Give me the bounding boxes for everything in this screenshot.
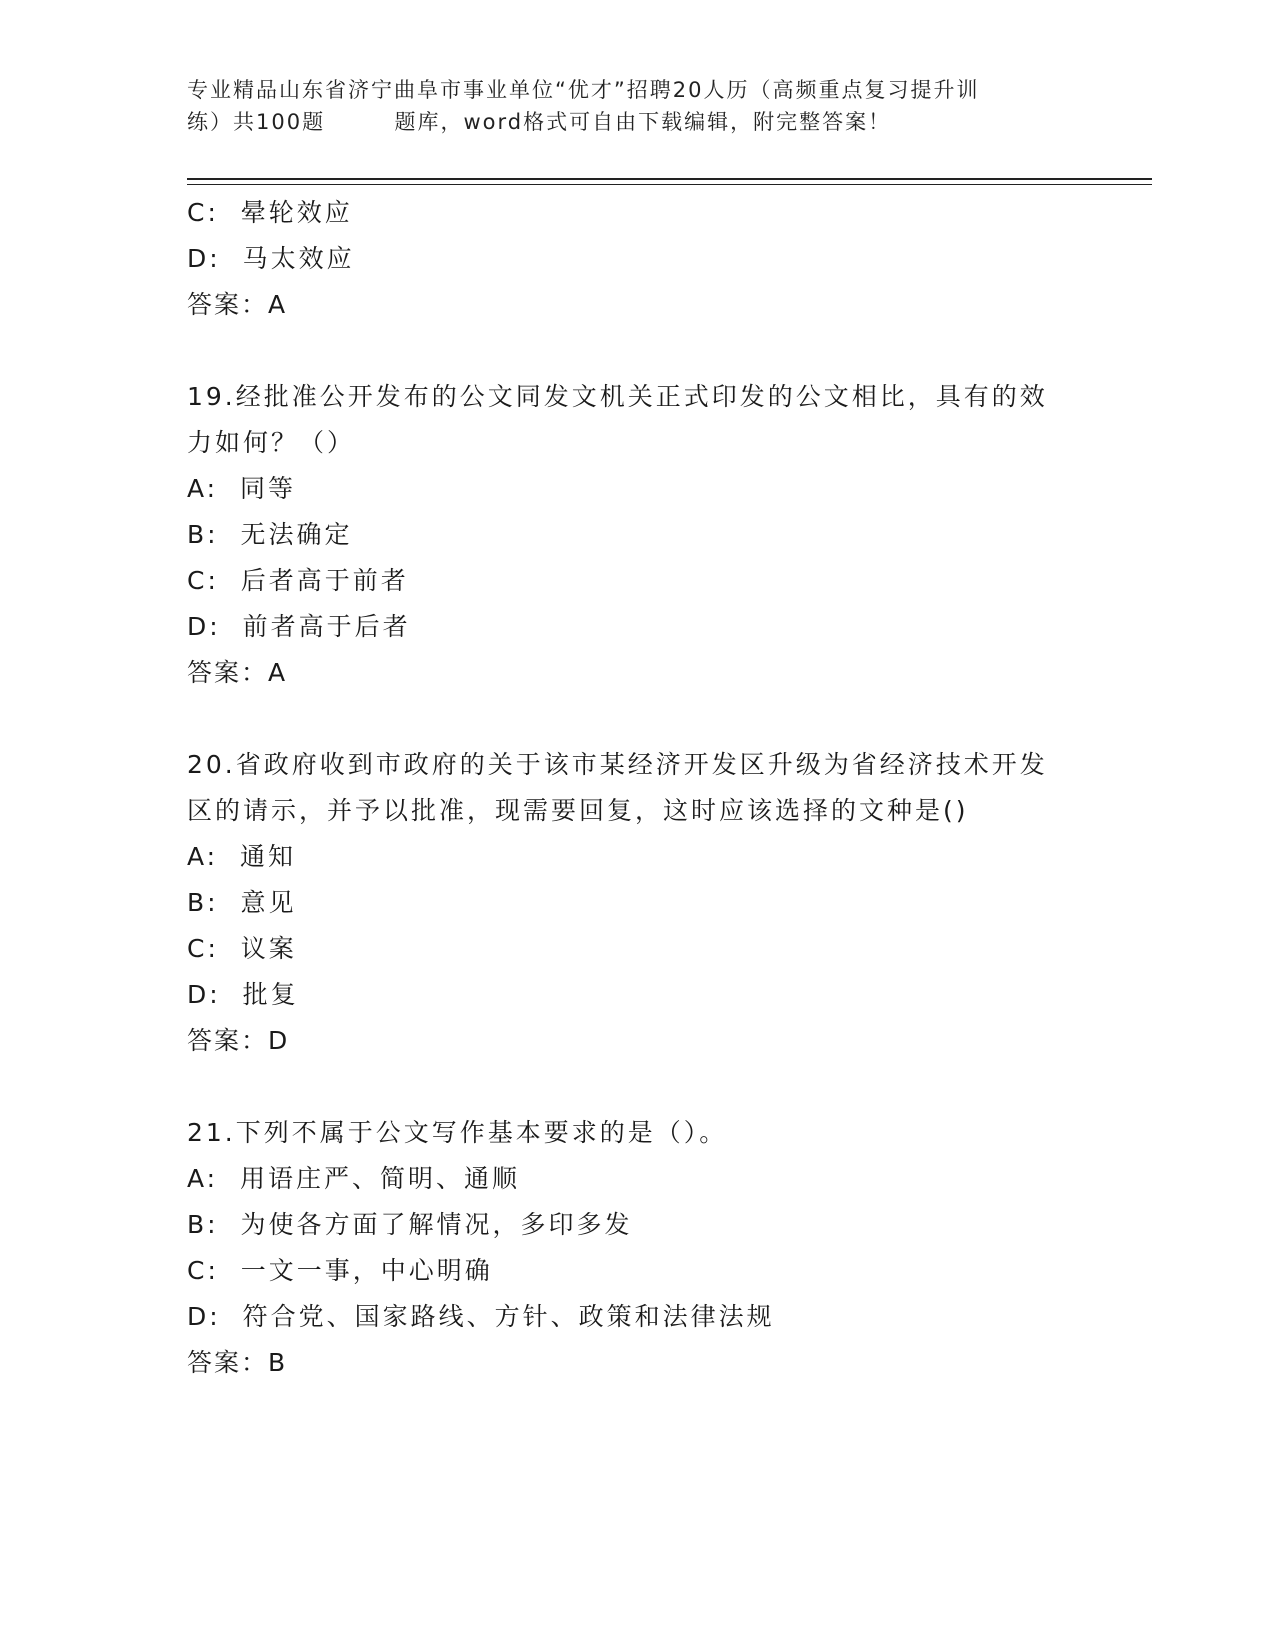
answer-label: 答案：A (187, 658, 288, 687)
question-stem-cont: 力如何？（） (187, 428, 356, 457)
question-content (187, 190, 1087, 1386)
option-c: C: 议案 (187, 934, 297, 963)
question-21 (187, 1110, 1087, 1386)
question-19 (187, 374, 1087, 696)
option-b: B: 意见 (187, 888, 297, 917)
option-a: A: 通知 (187, 842, 296, 871)
option-b: B: 为使各方面了解情况，多印多发 (187, 1210, 633, 1239)
question-18-tail (187, 190, 1087, 328)
page-header (187, 74, 1087, 138)
option-d: D: 批复 (187, 980, 299, 1009)
header-divider-thin (187, 184, 1152, 185)
option-d: D: 前者高于后者 (187, 612, 411, 641)
option-a: A: 用语庄严、简明、通顺 (187, 1164, 520, 1193)
spacer (187, 1064, 1087, 1110)
header-title-line-2: 练）共100题 题库，word格式可自由下载编辑，附完整答案！ (187, 110, 892, 134)
option-c: C: 一文一事，中心明确 (187, 1256, 493, 1285)
option-a: A: 同等 (187, 474, 296, 503)
question-stem: 19.经批准公开发布的公文同发文机关正式印发的公文相比，具有的效 (187, 382, 1048, 411)
option-c: C: 晕轮效应 (187, 198, 353, 227)
answer-label: 答案：B (187, 1348, 288, 1377)
option-d: D: 符合党、国家路线、方针、政策和法律法规 (187, 1302, 775, 1331)
answer-label: 答案：A (187, 290, 288, 319)
question-stem: 20.省政府收到市政府的关于该市某经济开发区升级为省经济技术开发 (187, 750, 1048, 779)
spacer (187, 328, 1087, 374)
answer-label: 答案：D (187, 1026, 290, 1055)
option-c: C: 后者高于前者 (187, 566, 409, 595)
header-title-line-1: 专业精品山东省济宁曲阜市事业单位“优才”招聘20人历（高频重点复习提升训 (187, 78, 980, 102)
option-d: D: 马太效应 (187, 244, 355, 273)
option-b: B: 无法确定 (187, 520, 353, 549)
header-divider-thick (187, 178, 1152, 180)
question-stem: 21.下列不属于公文写作基本要求的是（）。 (187, 1118, 728, 1147)
question-20 (187, 742, 1087, 1064)
question-stem-cont: 区的请示，并予以批准，现需要回复，这时应该选择的文种是() (187, 796, 969, 825)
spacer (187, 696, 1087, 742)
